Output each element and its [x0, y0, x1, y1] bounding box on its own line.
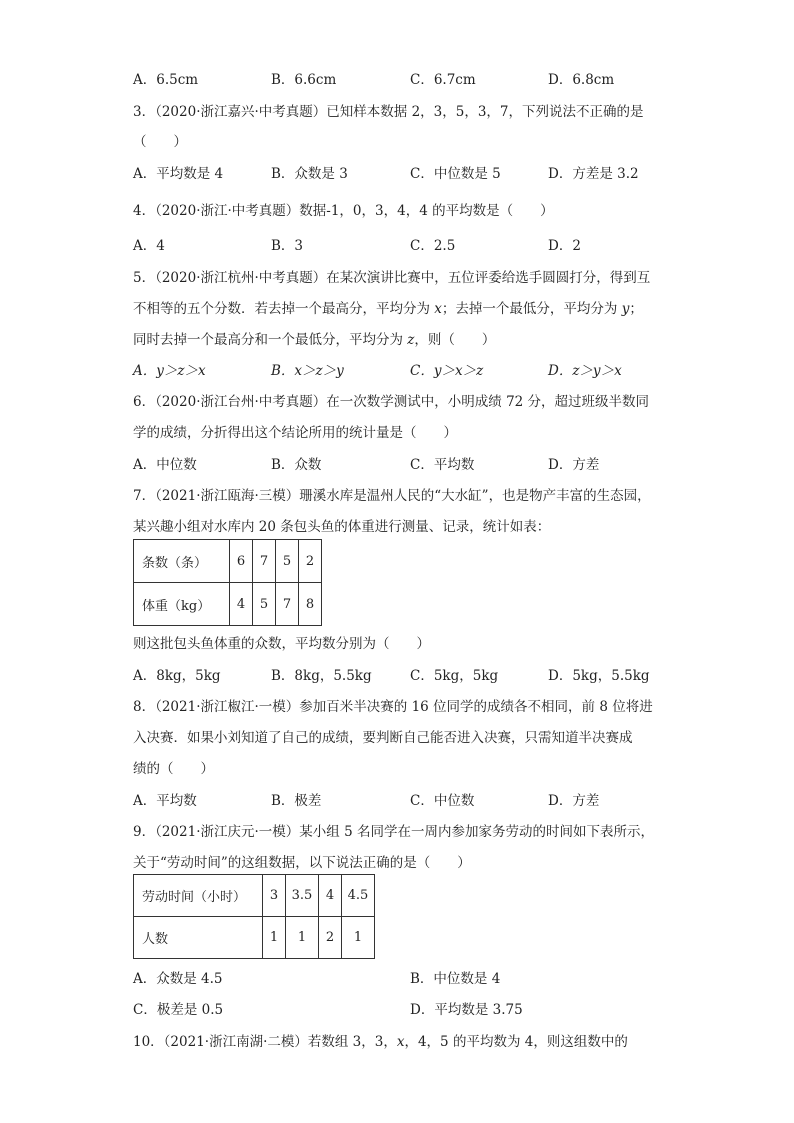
- q10-line-1: [133, 1030, 628, 1050]
- q3-paren: （ ）: [133, 134, 187, 150]
- q7-option-b: B．8kg，5.5kg: [271, 668, 372, 684]
- q9-cell: 1: [342, 917, 375, 959]
- q3-stem: 3．（2020·浙江嘉兴·中考真题）已知样本数据 2，3，5，3，7，下列说法不正确的是: [133, 104, 644, 120]
- q10-var-x: x: [396, 1034, 405, 1050]
- q5-line-2-text-b: ；去掉一个最低分，平均分为: [441, 301, 622, 317]
- q8-option-c: C．中位数: [410, 793, 475, 809]
- q6-option-a: A．中位数: [133, 457, 197, 473]
- q4-stem: 4．（2020·浙江·中考真题）数据-1，0，3，4，4 的平均数是（ ）: [133, 203, 554, 219]
- q2-option-d: D．6.8cm: [548, 72, 615, 88]
- q7-cell: 5: [276, 540, 299, 583]
- q9-cell: 3.5: [286, 875, 319, 917]
- q5-option-a: A．y＞z＞x: [133, 363, 206, 379]
- q9-row-label: 人数: [134, 917, 263, 959]
- q8-option-b: B．极差: [271, 793, 322, 809]
- q7-option-a: A．8kg，5kg: [133, 668, 221, 684]
- q5-line-1: 5．（2020·浙江杭州·中考真题）在某次演讲比赛中，五位评委给选手圆圆打分，得到互: [133, 270, 651, 286]
- q7-table-row: [134, 540, 322, 583]
- q9-cell: 1: [286, 917, 319, 959]
- q10-text-a: 10．（2021·浙江南湖·二模）若数组 3，3，: [133, 1034, 397, 1050]
- q2-option-c: C．6.7cm: [410, 72, 476, 88]
- q5-line-2: [133, 297, 643, 317]
- q7-cell: 6: [230, 540, 253, 583]
- q3-option-d: D．方差是 3.2: [548, 166, 639, 182]
- q6-option-b: B．众数: [271, 457, 322, 473]
- q4-option-a: A．4: [133, 238, 165, 254]
- q5-line-3-text-a: 同时去掉一个最高分和一个最低分，平均分为: [133, 332, 408, 348]
- q5-line-3-text-b: ，则（ ）: [414, 332, 496, 348]
- q8-line-2: 入决赛．如果小刘知道了自己的成绩，要判断自己能否进入决赛，只需知道半决赛成: [133, 730, 633, 746]
- q6-option-d: D．方差: [548, 457, 600, 473]
- q5-option-b: B．x＞z＞y: [271, 363, 344, 379]
- q5-var-z: z: [407, 332, 415, 348]
- q5-option-d: D．z＞y＞x: [548, 363, 622, 379]
- q9-option-d: D．平均数是 3.75: [410, 1002, 523, 1018]
- q5-option-c: C．y＞x＞z: [410, 363, 484, 379]
- q5-line-2-text-a: 不相等的五个分数．若去掉一个最高分，平均分为: [133, 301, 435, 317]
- q6-line-1: 6．（2020·浙江台州·中考真题）在一次数学测试中，小明成绩 72 分，超过班级半数同: [133, 394, 650, 410]
- q5-var-y: y: [621, 301, 630, 317]
- q7-line-1: 7．（2021·浙江瓯海·三模）珊溪水库是温州人民的“大水缸”，也是物产丰富的生态园，: [133, 488, 651, 504]
- q9-cell: 4.5: [342, 875, 375, 917]
- q9-table: [133, 874, 375, 959]
- q4-option-c: C．2.5: [410, 238, 456, 254]
- q3-option-c: C．中位数是 5: [410, 166, 501, 182]
- q5-var-x: x: [434, 301, 442, 317]
- q8-line-3: 绩的（ ）: [133, 761, 214, 777]
- q5-line-2-text-c: ；: [629, 301, 643, 317]
- q7-option-c: C．5kg，5kg: [410, 668, 499, 684]
- q9-option-a: A．众数是 4.5: [133, 971, 223, 987]
- q5-line-3: [133, 328, 495, 348]
- q10-text-b: ，4，5 的平均数为 4，则这组数中的: [404, 1034, 628, 1050]
- q9-option-b: B．中位数是 4: [410, 971, 501, 987]
- q8-option-d: D．方差: [548, 793, 600, 809]
- q9-table-row: [134, 875, 375, 917]
- q7-table: [133, 539, 322, 626]
- q7-table-row: [134, 583, 322, 626]
- q7-cell: 2: [299, 540, 322, 583]
- q7-cell: 7: [253, 540, 276, 583]
- q7-cell: 5: [253, 583, 276, 626]
- q3-option-a: A．平均数是 4: [133, 166, 224, 182]
- q7-line-2: 某兴趣小组对水库内 20 条包头鱼的体重进行测量、记录，统计如表：: [133, 519, 551, 535]
- q4-option-b: B．3: [271, 238, 304, 254]
- q9-row-label: 劳动时间（小时）: [134, 875, 263, 917]
- q6-line-2: 学的成绩，分折得出这个结论所用的统计量是（ ）: [133, 425, 457, 441]
- q7-row-label: 条数（条）: [134, 540, 230, 583]
- q2-option-b: B．6.6cm: [271, 72, 337, 88]
- q7-cell: 7: [276, 583, 299, 626]
- q9-line-2: 关于“劳动时间”的这组数据，以下说法正确的是（ ）: [133, 855, 471, 871]
- q7-cell: 8: [299, 583, 322, 626]
- q9-cell: 2: [319, 917, 342, 959]
- q2-option-a: A．6.5cm: [133, 72, 199, 88]
- q6-option-c: C．平均数: [410, 457, 475, 473]
- q9-option-c: C．极差是 0.5: [133, 1002, 224, 1018]
- q7-row-label: 体重（kg）: [134, 583, 230, 626]
- q8-line-1: 8．（2021·浙江椒江·一模）参加百米半决赛的 16 位同学的成绩各不相同，前 8 位将进: [133, 699, 653, 715]
- q7-after: 则这批包头鱼体重的众数，平均数分别为（ ）: [133, 636, 430, 652]
- q9-table-row: [134, 917, 375, 959]
- q8-option-a: A．平均数: [133, 793, 197, 809]
- q9-cell: 1: [263, 917, 286, 959]
- q7-cell: 4: [230, 583, 253, 626]
- q7-option-d: D．5kg，5.5kg: [548, 668, 650, 684]
- q9-line-1: 9．（2021·浙江庆元·一模）某小组 5 名同学在一周内参加家务劳动的时间如下表所示，: [133, 824, 654, 840]
- q9-cell: 4: [319, 875, 342, 917]
- q9-cell: 3: [263, 875, 286, 917]
- q4-option-d: D．2: [548, 238, 581, 254]
- q3-option-b: B．众数是 3: [271, 166, 348, 182]
